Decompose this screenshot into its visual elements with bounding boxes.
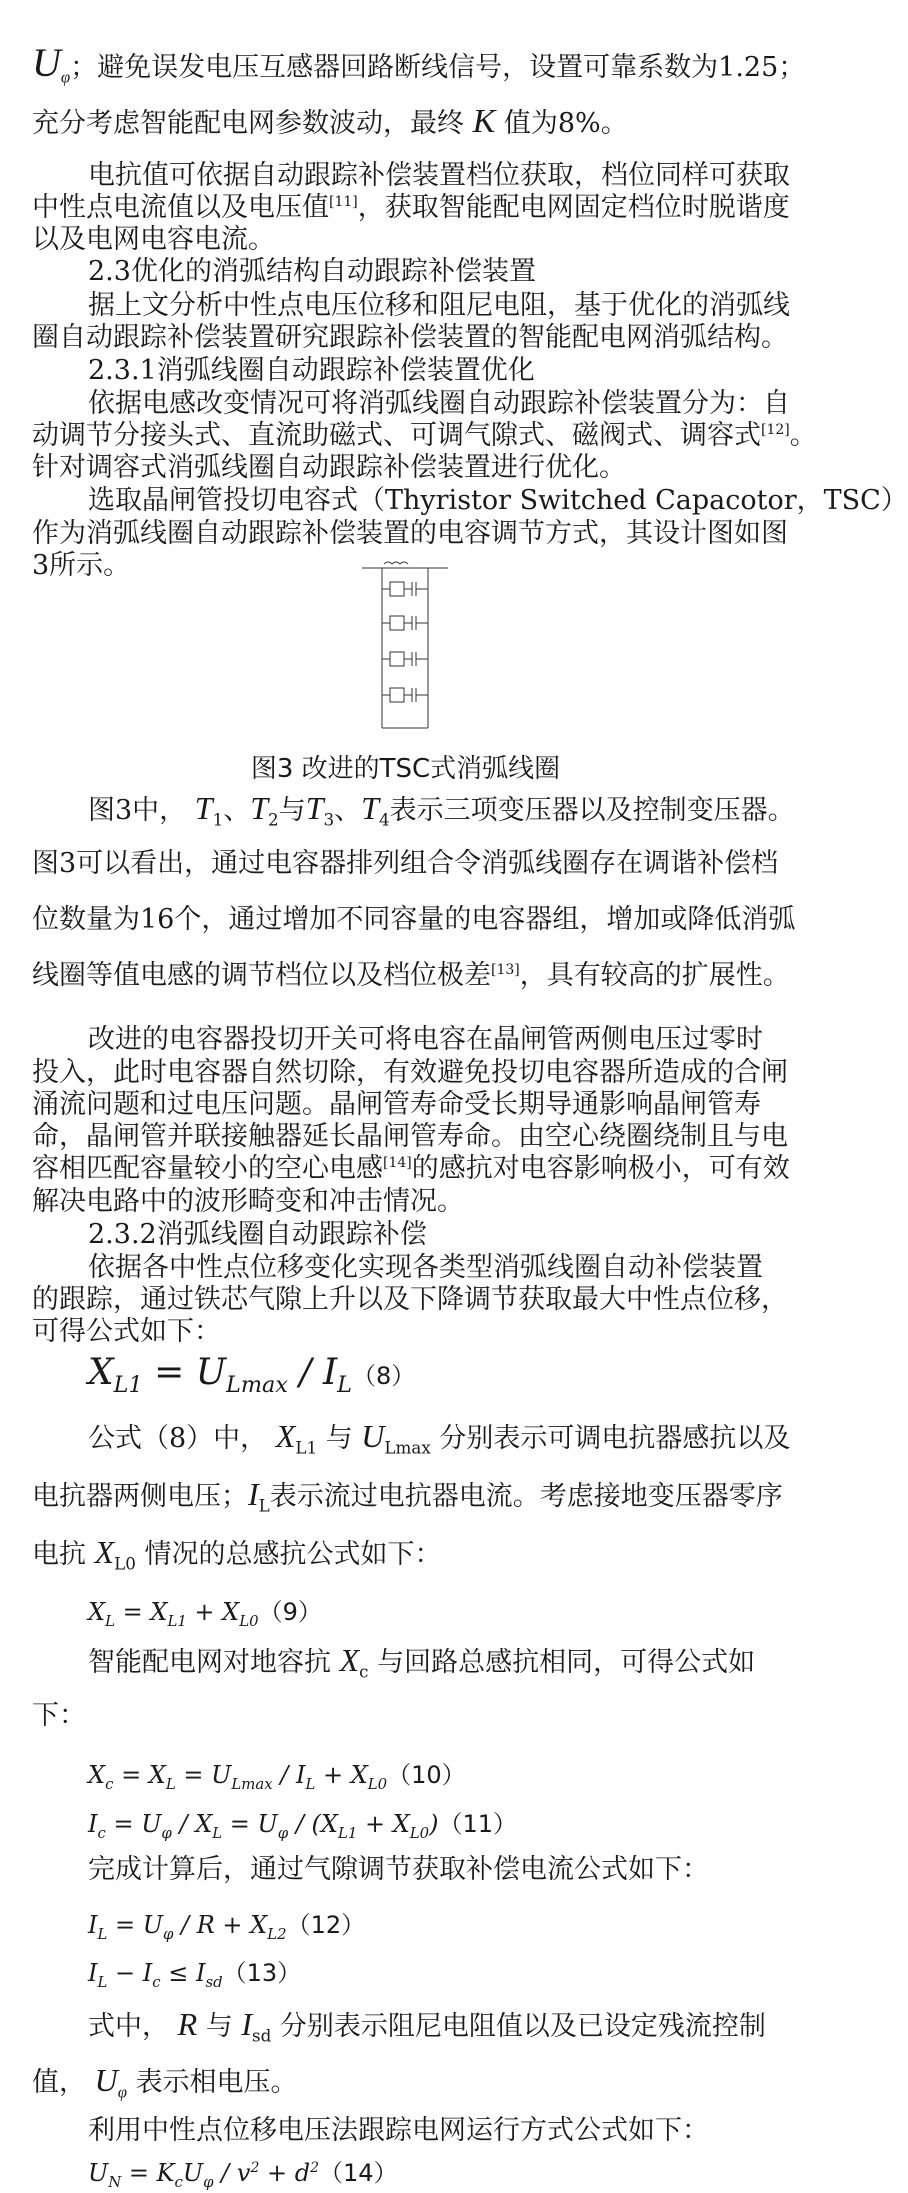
subscript: c bbox=[359, 1661, 369, 1682]
symbol-t: T bbox=[194, 790, 213, 826]
equation-9 bbox=[88, 1592, 322, 1630]
equation-10 bbox=[88, 1755, 466, 1793]
figure-caption: 图3 改进的TSC式消弧线圈 bbox=[250, 754, 561, 784]
symbol-x: X bbox=[275, 1418, 296, 1454]
equation-number: （12） bbox=[286, 1911, 366, 1939]
text-span: 情况的总感抗公式如下： bbox=[144, 1539, 442, 1570]
text-span: 电抗器两侧电压； bbox=[32, 1481, 248, 1512]
reference-mark: [13] bbox=[491, 962, 520, 978]
subscript: 4 bbox=[378, 809, 390, 830]
text-line: 以及电网电容电流。 bbox=[32, 224, 275, 255]
section-heading: 2.3.2消弧线圈自动跟踪补偿 bbox=[88, 1219, 427, 1250]
equation-8 bbox=[88, 1352, 415, 1398]
capacitor-branch bbox=[382, 652, 428, 666]
equation-body: $U_N = K_cU_\varphi / v^2 + d^2$ bbox=[88, 2159, 320, 2191]
equation-body: $X_c = X_L = U_{Lmax} / I_L + X_{L0}$ bbox=[88, 1761, 388, 1793]
subscript: Lmax bbox=[384, 1437, 431, 1458]
transformer-coil bbox=[384, 562, 408, 564]
symbol-t: T bbox=[361, 790, 379, 826]
text-span: 与 bbox=[278, 795, 306, 826]
text-line bbox=[88, 2006, 848, 2046]
capacitor-branch bbox=[382, 582, 428, 596]
subscript: L0 bbox=[114, 1553, 136, 1574]
text-span: 与 bbox=[325, 1423, 353, 1454]
text-span: 线圈等值电感的调节档位以及档位极差 bbox=[32, 960, 491, 991]
text-span: 电抗 bbox=[32, 1539, 86, 1570]
text-line bbox=[32, 102, 792, 141]
subscript: 3 bbox=[323, 809, 335, 830]
text-line: 位数量为16个，通过增加不同容量的电容器组，增加或降低消弧 bbox=[32, 904, 796, 935]
text-line bbox=[32, 1476, 792, 1516]
section-heading: 2.3.1消弧线圈自动跟踪补偿装置优化 bbox=[88, 355, 535, 386]
equation-body: $I_L = U_\varphi / R + X_{L2}$ bbox=[88, 1911, 287, 1943]
text-span: ；避免误发电压互感器回路断线信号，设置可靠系数为1.25； bbox=[70, 52, 806, 83]
section-heading: 2.3优化的消弧结构自动跟踪补偿装置 bbox=[88, 256, 536, 287]
text-line: 3所示。 bbox=[32, 550, 131, 581]
equation-number: （10） bbox=[387, 1761, 466, 1789]
text-span: 。 bbox=[789, 420, 817, 451]
text-line: 图3可以看出，通过电容器排列组合令消弧线圈存在调谐补偿档 bbox=[32, 848, 779, 879]
text-span: 动调节分接头式、直流助磁式、可调气隙式、磁阀式、调容式 bbox=[32, 420, 761, 451]
equation-number: （13） bbox=[222, 1959, 302, 1987]
text-span: 式中， bbox=[88, 2011, 169, 2042]
text-line bbox=[88, 1418, 848, 1458]
symbol-t: T bbox=[250, 790, 269, 826]
text-line: 命，晶闸管并联接触器延长晶闸管寿命。由空心绕圈绕制且与电 bbox=[32, 1121, 788, 1152]
text-span: 表示流过电抗器电流。考虑接地变压器零序 bbox=[269, 1481, 783, 1512]
text-line bbox=[88, 1642, 848, 1682]
subscript: L1 bbox=[295, 1437, 318, 1458]
text-span: 与 bbox=[205, 2011, 233, 2042]
text-span: ，具有较高的扩展性。 bbox=[519, 960, 790, 991]
text-span: 公式（8）中， bbox=[88, 1423, 268, 1454]
symbol-u: U bbox=[361, 1418, 385, 1454]
text-span: ，获取智能配电网固定档位时脱谐度 bbox=[357, 192, 790, 223]
text-line: 依据各中性点位移变化实现各类型消弧线圈自动补偿装置 bbox=[88, 1252, 763, 1283]
text-span: 表示三项变压器以及控制变压器。 bbox=[389, 795, 795, 826]
text-line: 投入，此时电容器自然切除，有效避免投切电容器所造成的合闸 bbox=[32, 1057, 788, 1088]
text-line: 图3中， $T_1$、$T_2$与$T_3$、$T_4$表示三项变压器以及控制变压器。 bbox=[88, 790, 795, 830]
symbol-u: U bbox=[32, 40, 61, 85]
equation-body: $X_{L1} = U_{Lmax} / I_L$ bbox=[88, 1352, 352, 1399]
equation-number: （14） bbox=[319, 2159, 398, 2187]
equation-number: （9） bbox=[258, 1598, 322, 1626]
text-line: 电抗值可依据自动跟踪补偿装置档位获取，档位同样可获取 bbox=[88, 160, 790, 191]
symbol-x: X bbox=[94, 1534, 115, 1570]
text-line: 据上文分析中性点电压位移和阻尼电阻，基于优化的消弧线 bbox=[88, 290, 790, 321]
text-line bbox=[32, 192, 792, 223]
text-line: 完成计算后，通过气隙调节获取补偿电流公式如下： bbox=[88, 1854, 709, 1885]
equation-body: $I_c = U_\varphi / X_L = U_\varphi / (X_{L1} + X_{L0})$ bbox=[88, 1810, 439, 1842]
text-span: 值为8%。 bbox=[503, 108, 628, 139]
reference-mark: [14] bbox=[383, 1155, 412, 1171]
symbol-i: I bbox=[241, 2006, 252, 2042]
text-line: 利用中性点位移电压法跟踪电网运行方式公式如下： bbox=[88, 2115, 709, 2146]
text-line: 涌流问题和过电压问题。晶闸管寿命受长期导通影响晶闸管寿 bbox=[32, 1089, 761, 1120]
text-span: 的感抗对电容影响极小，可有效 bbox=[411, 1153, 790, 1184]
equation-13 bbox=[88, 1953, 301, 1991]
subscript: L bbox=[258, 1495, 270, 1516]
capacitor-branch bbox=[382, 616, 428, 630]
subscript: sd bbox=[251, 2025, 272, 2046]
symbol-i: I bbox=[248, 1476, 259, 1512]
equation-14 bbox=[88, 2153, 398, 2191]
text-line: 解决电路中的波形畸变和冲击情况。 bbox=[32, 1186, 464, 1217]
text-line: 可得公式如下： bbox=[32, 1316, 221, 1347]
subscript: 2 bbox=[268, 809, 279, 830]
text-line: 下： bbox=[32, 1700, 86, 1731]
text-span: 中性点电流值以及电压值 bbox=[32, 192, 329, 223]
tsc-circuit-figure bbox=[362, 560, 448, 736]
text-span: 分别表示阻尼电阻值以及已设定残流控制 bbox=[279, 2011, 766, 2042]
symbol-phi: φ bbox=[60, 67, 71, 87]
text-span: 与回路总感抗相同，可得公式如 bbox=[377, 1647, 756, 1678]
symbol-t: T bbox=[305, 790, 324, 826]
text-line: 圈自动跟踪补偿装置研究跟踪补偿装置的智能配电网消弧结构。 bbox=[32, 322, 788, 353]
equation-body: $X_L = X_{L1} + X_{L0}$ bbox=[88, 1598, 259, 1630]
text-span: 分别表示可调电抗器感抗以及 bbox=[439, 1423, 791, 1454]
reference-mark: [11] bbox=[329, 194, 358, 210]
text-line bbox=[32, 2062, 792, 2102]
text-span: 表示相电压。 bbox=[135, 2067, 298, 2098]
text-line bbox=[32, 40, 806, 87]
capacitor-branch bbox=[382, 688, 428, 702]
reference-mark: [12] bbox=[761, 422, 790, 438]
text-line bbox=[32, 960, 792, 991]
text-line bbox=[32, 420, 817, 451]
equation-body: $I_L - I_c \le I_{sd}$ bbox=[88, 1959, 223, 1991]
text-line: 改进的电容器投切开关可将电容在晶闸管两侧电压过零时 bbox=[88, 1024, 763, 1055]
equation-number: （8） bbox=[352, 1362, 416, 1390]
text-span: 容相匹配容量较小的空心电感 bbox=[32, 1153, 383, 1184]
symbol-k: K bbox=[472, 103, 496, 140]
text-line: 作为消弧线圈自动跟踪补偿装置的电容调节方式，其设计图如图 bbox=[32, 518, 788, 549]
symbol-u: U bbox=[94, 2062, 118, 2098]
text-span: 智能配电网对地容抗 bbox=[88, 1647, 331, 1678]
equation-12 bbox=[88, 1905, 365, 1943]
text-line: 依据电感改变情况可将消弧线圈自动跟踪补偿装置分为：自 bbox=[88, 388, 790, 419]
equation-11 bbox=[88, 1804, 517, 1842]
text-span: 充分考虑智能配电网参数波动，最终 bbox=[32, 108, 464, 139]
text-line bbox=[32, 1153, 792, 1184]
symbol-phi: φ bbox=[117, 2082, 127, 2102]
text-line: 针对调容式消弧线圈自动跟踪补偿装置进行优化。 bbox=[32, 452, 626, 483]
equation-number: （11） bbox=[438, 1810, 518, 1838]
text-line bbox=[32, 1534, 792, 1574]
text-line: 的跟踪，通过铁芯气隙上升以及下降调节获取最大中性点位移， bbox=[32, 1284, 788, 1315]
text-span: 值， bbox=[32, 2067, 86, 2098]
text-line: 选取晶闸管投切电容式（Thyristor Switched Capacotor，TSC） bbox=[88, 485, 908, 516]
text-span: 图3中， bbox=[88, 795, 187, 826]
symbol-x: X bbox=[339, 1642, 360, 1678]
symbol-r: R bbox=[177, 2006, 198, 2042]
subscript: 1 bbox=[212, 809, 224, 830]
